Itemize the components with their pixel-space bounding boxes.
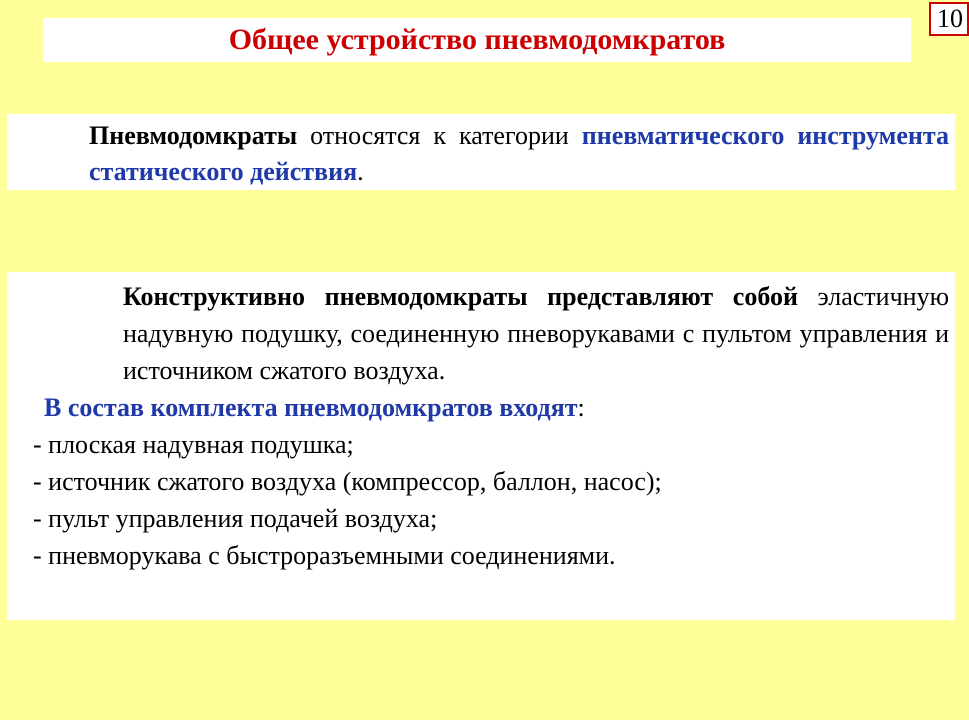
- definition-highlight: пневматического инструмента статического действия: [89, 121, 949, 186]
- definition-middle: относятся к категории: [297, 121, 582, 150]
- construction-rest: эластичную надувную подушку, соединенную пневорукавами с пультом управления и источником сжатого воздуха.: [123, 282, 949, 385]
- definition-text: [11, 118, 949, 190]
- list-item: - плоская надувная подушка;: [33, 430, 354, 459]
- kit-heading-text: В состав комплекта пневмодомкратов входят: [44, 393, 578, 422]
- slide-title: [43, 18, 911, 62]
- page-number-text: 10: [937, 4, 963, 33]
- construction-box: [7, 272, 955, 620]
- list-item: - пульт управления подачей воздуха;: [33, 504, 438, 533]
- kit-heading-colon: :: [577, 393, 585, 422]
- slide-title-text: Общее устройство пневмодомкратов: [228, 23, 726, 56]
- list-item: - источник сжатого воздуха (компрессор, баллон, насос);: [33, 467, 662, 496]
- definition-box: [7, 114, 955, 190]
- page-number: [929, 2, 969, 36]
- kit-heading: [11, 389, 949, 426]
- construction-paragraph: [11, 278, 949, 389]
- definition-term: Пневмодомкраты: [89, 121, 298, 150]
- construction-lead: Конструктивно пневмодомкраты представляют собой: [123, 282, 798, 311]
- definition-end: .: [357, 157, 364, 186]
- list-item: - пневморукава с быстроразъемными соединениями.: [33, 541, 616, 570]
